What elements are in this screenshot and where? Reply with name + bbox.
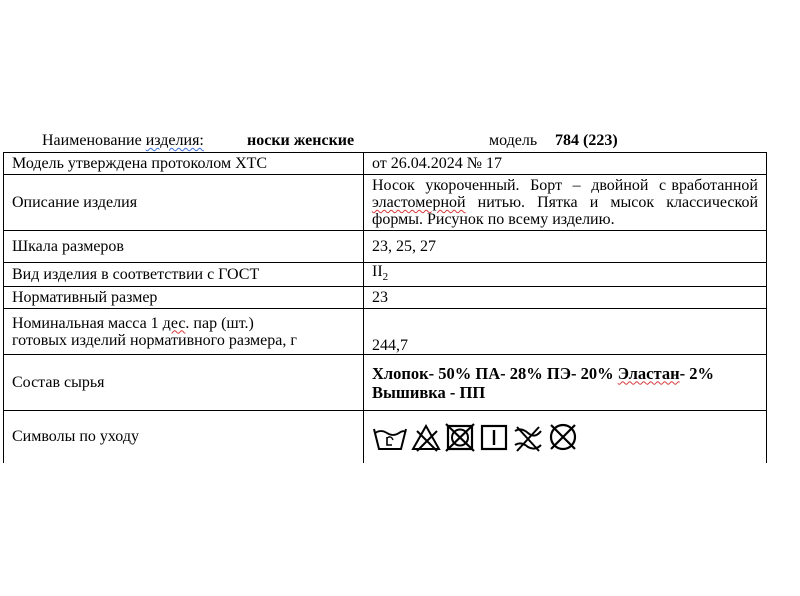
no-bleach-icon bbox=[410, 421, 442, 453]
no-dry-clean-icon bbox=[546, 421, 580, 453]
row-label: Вид изделия в соответствии с ГОСТ bbox=[4, 263, 364, 287]
care-symbols bbox=[372, 421, 758, 453]
row-value: 244,7 bbox=[364, 309, 767, 355]
gost-type: II bbox=[372, 263, 383, 280]
row-value-description: Носок укороченный. Борт – двойной с вработанной эластомерной нитью. Пятка и мысок классической формы. Рисунок по всему изделию. bbox=[364, 175, 767, 231]
row-label-line1: Номинальная масса 1 дес. пар (шт.) bbox=[12, 314, 254, 332]
table-row bbox=[4, 231, 767, 263]
row-label: Состав сырья bbox=[4, 355, 364, 411]
table-row bbox=[4, 175, 767, 231]
wash-30-icon bbox=[372, 421, 408, 453]
row-label: Шкала размеров bbox=[4, 231, 364, 263]
model-label: модель bbox=[489, 132, 538, 149]
care-symbols-cell bbox=[364, 411, 767, 463]
product-name: носки женские bbox=[247, 132, 355, 149]
row-label: Модель утверждена протоколом ХТС bbox=[4, 153, 364, 175]
table-row bbox=[4, 153, 767, 175]
no-tumble-dry-icon bbox=[444, 421, 476, 453]
composition-line2: Вышивка - ПП bbox=[372, 382, 486, 402]
row-label-line2: готовых изделий нормативного размера, г bbox=[12, 331, 297, 349]
row-label: Нормативный размер bbox=[4, 287, 364, 309]
row-label bbox=[4, 309, 364, 355]
table-row bbox=[4, 309, 767, 355]
row-label: Символы по уходу bbox=[4, 411, 364, 463]
no-wring-icon bbox=[512, 421, 544, 453]
product-name-label: Наименование изделия: bbox=[42, 132, 204, 149]
row-label: Описание изделия bbox=[4, 175, 364, 231]
table-row bbox=[4, 287, 767, 309]
row-value: 23, 25, 27 bbox=[364, 231, 767, 263]
row-value: от 26.04.2024 № 17 bbox=[364, 153, 767, 175]
row-value: 23 bbox=[364, 287, 767, 309]
row-value bbox=[364, 263, 767, 287]
model-value: 784 (223) bbox=[555, 132, 618, 149]
gost-type-sub: 2 bbox=[382, 271, 389, 284]
row-value bbox=[364, 355, 767, 411]
spec-table bbox=[3, 152, 767, 463]
table-row bbox=[4, 411, 767, 463]
table-row bbox=[4, 263, 767, 287]
composition-line1: Хлопок- 50% ПА- 28% ПЭ- 20% Эластан- 2% bbox=[372, 363, 714, 383]
document-header bbox=[42, 131, 762, 151]
iron-low-icon bbox=[478, 421, 510, 453]
table-row bbox=[4, 355, 767, 411]
